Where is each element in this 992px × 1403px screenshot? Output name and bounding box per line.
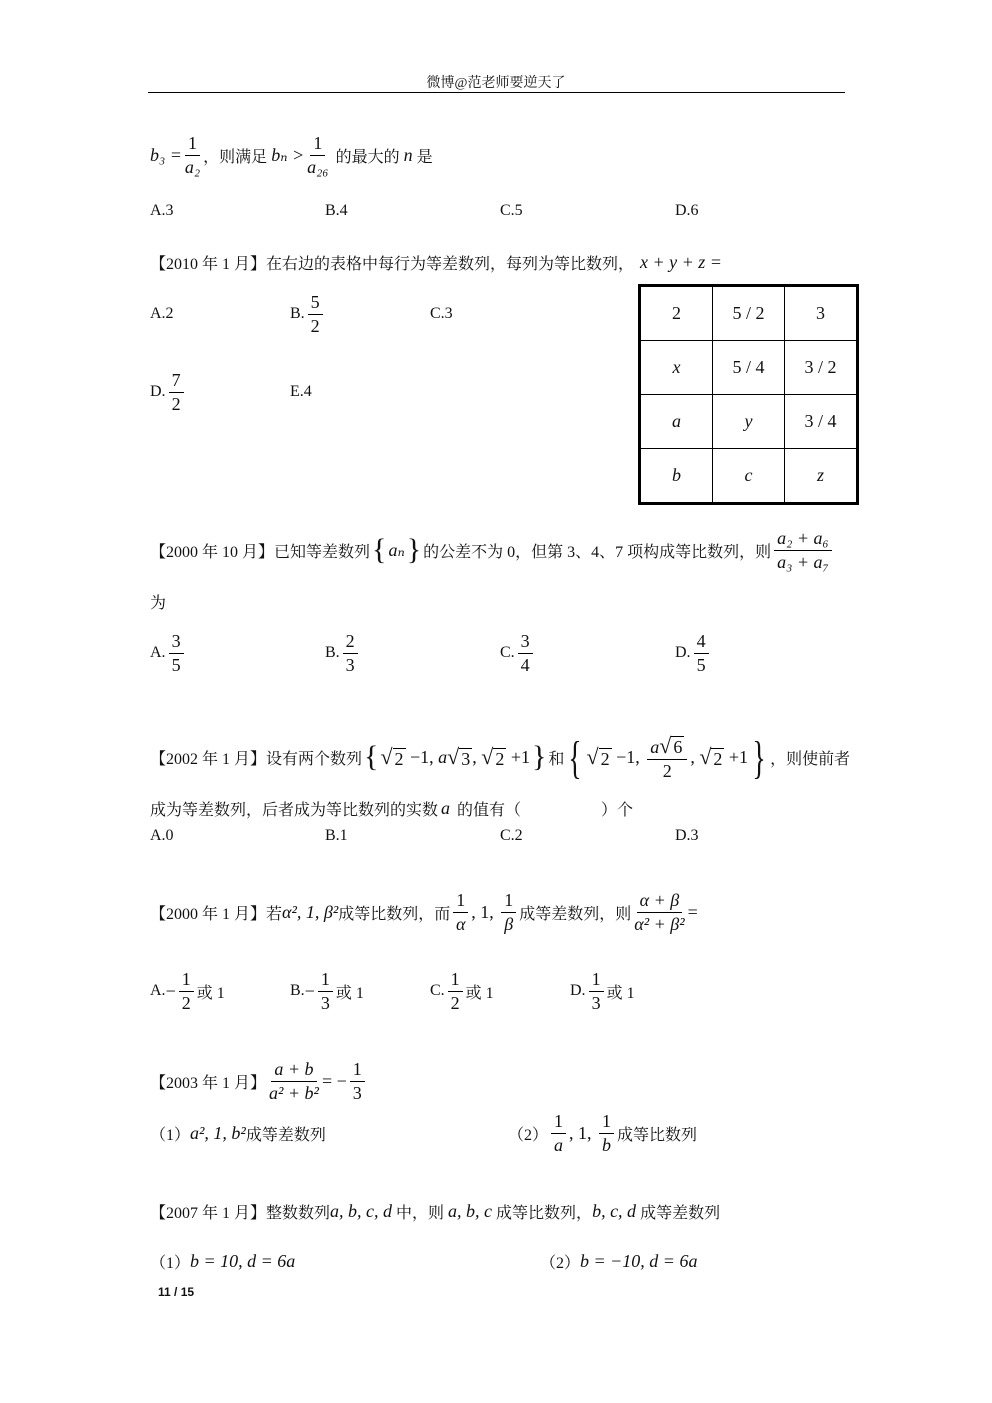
option-c[interactable]: C.5 [500,202,523,219]
q4-stem-cont [150,783,633,833]
label: D. [150,383,166,400]
numerator: 1 [310,133,325,156]
denominator: 2 [171,393,181,414]
option-d[interactable] [150,367,187,417]
option-b[interactable]: B.1 [325,827,348,844]
text: 成等差数列 [245,1126,326,1144]
q1-stem [150,130,433,180]
fraction [318,969,333,1013]
text: 或 1 [196,984,225,1002]
cell: b [640,449,713,504]
math: n [403,144,413,165]
numerator: 1 [350,1059,365,1082]
option-b[interactable] [290,966,364,1016]
sqrt: √ 6 [659,732,683,758]
radicand: 2 [713,749,723,769]
numerator: 1 [501,890,516,913]
table-row [640,286,858,341]
cell: 3 / 4 [785,395,858,449]
radicand: 6 [673,737,683,758]
numerator: 1 [318,969,333,992]
text: ）个 [601,801,634,819]
math: α², 1, β² [282,901,339,922]
q2-stem [150,237,722,287]
fraction [518,631,533,675]
label: B. [290,982,305,999]
label: D. [675,644,691,661]
numerator: 1 [551,1111,566,1134]
denominator: 3 [352,1082,362,1103]
text: 成等比数列，而 [338,905,451,923]
math: , [472,746,482,767]
numerator: 3 [518,631,533,654]
denominator: α [456,913,466,934]
option-b[interactable]: B.4 [325,202,348,219]
option-a[interactable] [150,966,225,1016]
brace: { [364,740,379,773]
label: D. [570,982,586,999]
fraction [647,733,687,782]
option-a[interactable]: A.2 [150,305,174,322]
option-a[interactable] [150,628,187,678]
text: 设有两个数列 [266,750,363,768]
label: A. [150,982,166,999]
label: C. [500,644,515,661]
fraction [169,370,184,414]
denominator: a² + b² [269,1082,319,1103]
denominator: 2 [181,992,191,1013]
denominator: a₂₆ [307,156,329,177]
q3-stem [150,525,835,575]
denominator: 2 [450,992,460,1013]
text: 或 1 [335,984,364,1002]
math: bₙ > [271,144,305,165]
text: 的最大的 [331,148,404,166]
math: +1 [724,746,749,767]
math: −1, [405,746,439,767]
option-d[interactable]: D.6 [675,202,699,219]
header-divider [148,92,845,93]
question-tag: 【2000 年 10 月】 [150,543,275,561]
denominator: a₃ + a₇ [777,551,829,572]
denominator: 3 [320,992,330,1013]
fraction [501,890,516,934]
math: = − [321,1070,347,1091]
math: −1, [611,746,645,767]
fraction [269,1059,319,1103]
fraction [448,969,463,1013]
label: B. [290,305,305,322]
question-tag: 【2000 年 1 月】 [150,905,267,923]
text: 或 1 [606,984,635,1002]
radicand: 3 [461,749,471,769]
text: 的公差不为 0，但第 3、4、7 项构成等比数列，则 [423,543,772,561]
cell: y [713,395,785,449]
sqrt: √ 3 [447,744,471,769]
numerator: 4 [694,631,709,654]
cell: x [640,341,713,395]
math: a, b, c [448,1200,493,1221]
math: b, c, d [592,1200,637,1221]
text: 或 1 [465,984,494,1002]
denominator: 5 [171,654,181,675]
cell: 2 [640,286,713,341]
math: aₙ [388,539,405,560]
brace: } [752,731,766,783]
fraction [774,528,832,572]
table-row [640,341,858,395]
denominator: 3 [591,992,601,1013]
sign: − [165,980,176,1001]
brace: } [406,533,422,566]
option-b[interactable] [325,628,361,678]
numerator: 5 [308,292,323,315]
numerator: 1 [599,1111,614,1134]
label: （2） [508,1126,549,1144]
denominator: 2 [662,760,672,781]
cell: c [713,449,785,504]
numerator: 3 [169,631,184,654]
numerator: 7 [169,370,184,393]
cell: a [640,395,713,449]
numerator [647,733,687,760]
sign: − [304,980,315,1001]
option-d[interactable] [675,628,712,678]
denominator: a [554,1134,564,1155]
fraction [179,969,194,1013]
numerator: 1 [179,969,194,992]
fraction [453,890,468,934]
question-tag: 【2003 年 1 月】 [150,1074,267,1092]
text: 和 [548,750,565,768]
fraction [350,1059,365,1103]
denominator: 5 [696,654,706,675]
condition-1 [150,1108,326,1158]
condition-2 [508,1108,697,1158]
q6-stem [150,1056,368,1106]
text: 在右边的表格中每行为等差数列，每列为等比数列， [266,255,635,273]
text: 中，则 [392,1204,449,1222]
fraction [169,631,184,675]
text: ，则使前者 [770,750,851,768]
brace: { [568,731,583,783]
math: a [650,736,660,757]
option-d[interactable]: D.3 [675,827,699,844]
numerator: 1 [185,133,200,156]
text: 为 [150,594,167,612]
label: B. [325,644,340,661]
math: +1 [506,746,530,767]
numerator: 1 [448,969,463,992]
math: a [438,746,448,767]
math: , [690,746,700,767]
numerator: 1 [589,969,604,992]
text: 是 [412,148,433,166]
fraction [589,969,604,1013]
numerator: 1 [453,890,468,913]
text: 成等比数列， [492,1204,593,1222]
brace: { [372,533,387,566]
denominator: 3 [345,654,355,675]
table-row [640,395,858,449]
sqrt: √ 2 [699,744,723,769]
sqrt: √ 2 [481,744,505,769]
fraction [634,890,684,934]
label: （1） [150,1126,191,1144]
radicand: 2 [394,749,404,769]
cell: 3 / 2 [785,341,858,395]
text: 成为等差数列，后者成为等比数列的实数 [150,801,439,819]
text: 成等差数列 [636,1204,721,1222]
numerator: 2 [343,631,358,654]
numerator: a₂ + a₆ [774,528,832,551]
numerator: a + b [271,1059,316,1082]
fraction [307,133,329,177]
label: （2） [540,1254,581,1272]
text: 成等比数列 [617,1126,698,1144]
denominator: b [602,1134,612,1155]
math: , 1, [569,1122,597,1143]
q7-stem [150,1186,720,1236]
text: 成等差数列，则 [519,905,632,923]
numerator: α + β [637,890,683,913]
text: 若 [266,905,283,923]
radicand: 2 [600,749,610,769]
condition-1 [150,1236,295,1286]
option-c[interactable] [500,628,536,678]
option-c[interactable]: C.2 [500,827,523,844]
math: x + y + z = [640,251,722,272]
question-tag: 【2007 年 1 月】 [150,1204,267,1222]
math: a², 1, b² [190,1122,246,1143]
cell: 5 / 2 [713,286,785,341]
text: 的值有（ [453,801,522,819]
cell: z [785,449,858,504]
brace: } [531,740,547,773]
radicand: 2 [495,749,505,769]
option-b[interactable] [290,289,326,339]
q4-stem [150,732,850,782]
fraction [343,631,358,675]
number-grid-table [638,284,859,505]
math: a [441,797,451,818]
condition-2 [540,1236,697,1286]
label: A. [150,644,166,661]
math: = [687,901,698,922]
denominator: 2 [310,315,320,336]
math: a, b, c, d [330,1200,393,1221]
fraction [694,631,709,675]
fraction [551,1111,566,1155]
question-tag: 【2010 年 1 月】 [150,255,267,273]
option-a[interactable]: A.0 [150,827,174,844]
fraction [599,1111,614,1155]
page-header: 微博@范老师要逆天了 [426,76,566,91]
math: b = 10, d = 6a [190,1250,296,1271]
denominator: 4 [520,654,530,675]
option-a[interactable]: A.3 [150,202,174,219]
sqrt: √ 2 [380,744,404,769]
q5-stem [150,887,698,937]
text: 已知等差数列 [274,543,371,561]
fraction [185,133,200,177]
denominator: a₂ [184,156,201,177]
math: b = −10, d = 6a [580,1250,698,1271]
page-number: 11 / 15 [158,1285,195,1299]
question-tag: 【2002 年 1 月】 [150,750,267,768]
math: , 1, [471,901,499,922]
denominator: β [504,913,514,934]
text: ，则满足 [203,148,272,166]
sqrt: √ 2 [586,744,610,769]
label: （1） [150,1254,191,1272]
denominator: α² + β² [634,913,685,934]
cell: 5 / 4 [713,341,785,395]
option-d[interactable] [570,966,635,1016]
math: b₃ = [150,144,182,165]
option-e[interactable]: E.4 [290,383,312,400]
table-row [640,449,858,504]
cell: 3 [785,286,858,341]
option-c[interactable]: C.3 [430,305,453,322]
label: C. [430,982,445,999]
text: 整数数列 [266,1204,331,1222]
option-c[interactable] [430,966,494,1016]
fraction [308,292,323,336]
